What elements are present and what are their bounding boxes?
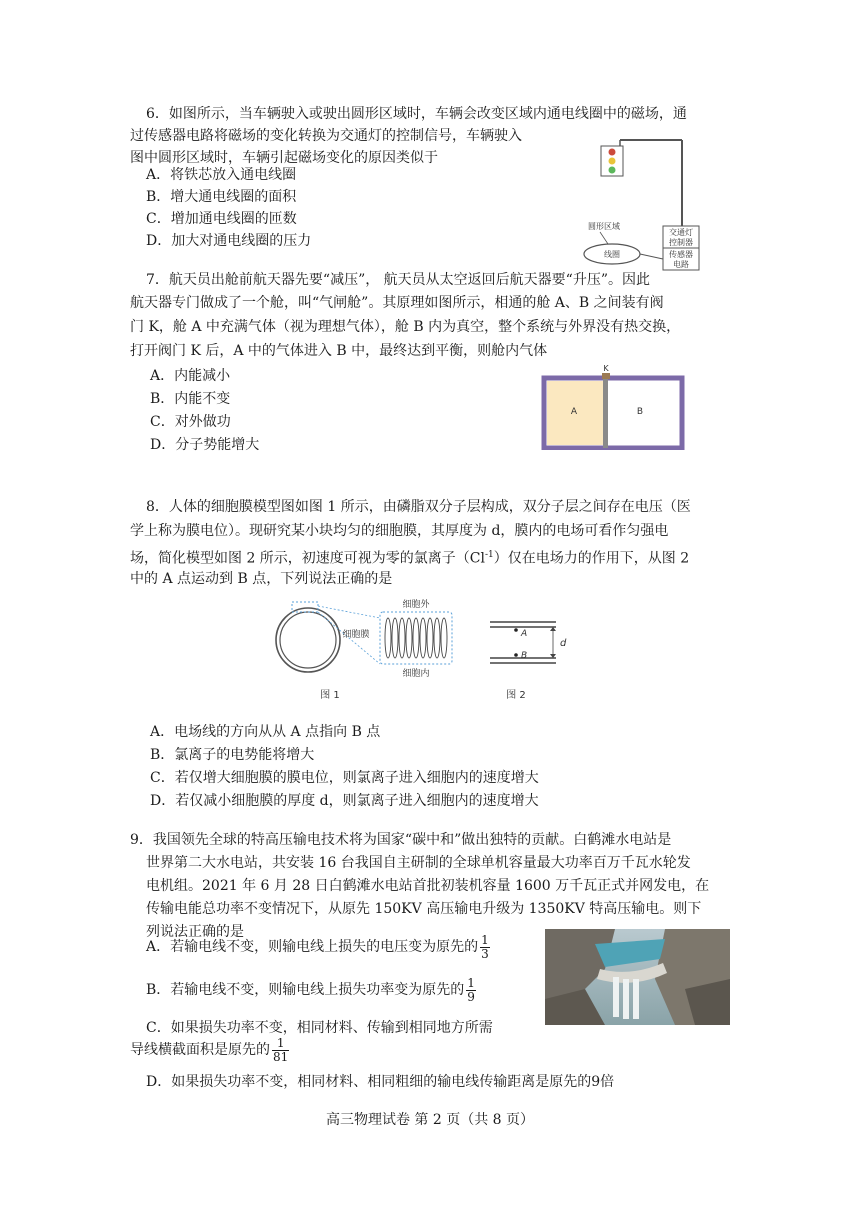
- region-label: 圆形区域: [588, 222, 620, 231]
- q8-text-line3: 场，简化模型如图 2 所示，初速度可视为零的氯离子$(Cl^{-1})$仅在电场力的作用下，从图 2: [130, 550, 690, 567]
- cell-inside-label: 细胞内: [402, 669, 430, 679]
- q9-option-d: D．如果损失功率不变，相同材料、相同粗细的输电线传输距离是原先的9倍: [146, 1074, 615, 1090]
- chamber-a-label: A: [570, 407, 578, 417]
- controller-label-2: 控制器: [669, 238, 693, 247]
- q9-text-line4: 传输电能总功率不变情况下，从原先 150KV 高压输电升级为 1350KV 特高压输电。则下: [146, 901, 702, 917]
- q7-option-b: B．内能不变: [150, 391, 231, 407]
- q6-text-line2: 过传感器电路将磁场的变化转换为交通灯的控制信号，车辆驶入: [130, 128, 522, 144]
- q9-text-line2: 世界第二大水电站，共安装 16 台我国自主研制的全球单机容量最大功率百万千瓦水轮发: [146, 855, 691, 871]
- figure1-caption: 图 1: [320, 690, 340, 701]
- traffic-light-green: [609, 167, 616, 174]
- dam-photo: [545, 929, 730, 1025]
- q8-option-a: A．电场线的方向从从 A 点指向 B 点: [150, 724, 381, 740]
- traffic-light-diagram: [560, 128, 740, 273]
- q9-text-line1: 9．我国领先全球的特高压输电技术将为国家“碳中和”做出独特的贡献。白鹤滩水电站是: [130, 832, 672, 848]
- q9-option-c-line2: 导线横截面积是原先的 $\frac{1}{81}$: [130, 1035, 289, 1064]
- q7-option-c: C．对外做功: [150, 414, 231, 430]
- valve-k-label: K: [603, 364, 609, 373]
- q6-option-b: B．增大通电线圈的面积: [146, 189, 297, 205]
- controller-label-1: 交通灯: [669, 228, 693, 237]
- q7-text-line4: 打开阀门 K 后，A 中的气体进入 B 中，最终达到平衡，则舱内气体: [130, 343, 548, 359]
- thickness-d-label: d: [560, 638, 567, 649]
- q9-text-line5: 列说法正确的是: [146, 924, 244, 940]
- q7-text-line1: 7．航天员出舱前航天器先要“减压”， 航天员从太空返回后航天器要“升压”。因此: [146, 272, 650, 288]
- page-footer: 高三物理试卷 第 2 页（共 8 页）: [325, 1112, 535, 1128]
- q8-text-line4: 中的 A 点运动到 B 点，下列说法正确的是: [130, 571, 393, 587]
- coil-label: 线圈: [604, 250, 620, 259]
- q8-option-d: D．若仅减小细胞膜的厚度 d，则氯离子进入细胞内的速度增大: [150, 793, 539, 809]
- cell-membrane-figure: [270, 598, 580, 704]
- q6-text-line3: 图中圆形区域时，车辆引起磁场变化的原因类似于: [130, 150, 438, 166]
- cell-outside-label: 细胞外: [402, 600, 430, 610]
- q7-option-a: A．内能减小: [150, 368, 231, 384]
- q9-text-line3: 电机组。2021 年 6 月 28 日白鹤滩水电站首批初装机容量 1600 万千瓦正式并网发电，在: [146, 878, 710, 894]
- airlock-diagram: [540, 364, 686, 450]
- q6-option-c: C．增加通电线圈的匝数: [146, 211, 297, 227]
- chamber-b-label: B: [636, 407, 644, 417]
- fraction-one-third: $\frac{1}{3}$: [481, 932, 489, 961]
- point-a-label: A: [521, 629, 528, 639]
- q9-option-b: B．若输电线不变，则输电线上损失功率变为原先的 $\frac{1}{9}$: [146, 975, 475, 1004]
- figure2-caption: 图 2: [506, 690, 526, 701]
- q6-option-d: D．加大对通电线圈的压力: [146, 233, 312, 249]
- traffic-light-yellow: [609, 158, 616, 165]
- q7-option-d: D．分子势能增大: [150, 437, 260, 453]
- q8-option-c: C．若仅增大细胞膜的膜电位，则氯离子进入细胞内的速度增大: [150, 770, 539, 786]
- q6-text-line1: 6．如图所示，当车辆驶入或驶出圆形区域时，车辆会改变区域内通电线圈中的磁场，通: [146, 106, 687, 122]
- q8-text-line2: 学上称为膜电位）。现研究某小块均匀的细胞膜，其厚度为 d，膜内的电场可看作匀强电: [130, 523, 669, 539]
- q8-text-line1: 8．人体的细胞膜模型图如图 1 所示，由磷脂双分子层构成，双分子层之间存在电压（医: [146, 499, 691, 515]
- fraction-one-eighty-first: $\frac{1}{81}$: [273, 1035, 289, 1064]
- q7-text-line2: 航天器专门做成了一个舱，叫“气闸舱”。其原理如图所示，相通的舱 A、B 之间装有阀: [130, 295, 664, 311]
- q8-option-b: B．氯离子的电势能将增大: [150, 747, 315, 763]
- point-b-label: B: [521, 651, 528, 661]
- sensor-label-2: 电路: [673, 260, 689, 269]
- q9-option-a: A．若输电线不变，则输电线上损失的电压变为原先的 $\frac{1}{3}$: [146, 932, 489, 961]
- q9-option-c-line1: C．如果损失功率不变，相同材料、传输到相同地方所需: [146, 1020, 493, 1036]
- sensor-label-1: 传感器: [669, 250, 693, 259]
- cell-membrane-label: 细胞膜: [342, 630, 370, 640]
- fraction-one-ninth: $\frac{1}{9}$: [467, 975, 475, 1004]
- q7-text-line3: 门 K，舱 A 中充满气体（视为理想气体），舱 B 内为真空，整个系统与外界没有热交换，: [130, 319, 681, 335]
- q6-option-a: A．将铁芯放入通电线圈: [146, 167, 297, 183]
- traffic-light-red: [609, 149, 616, 156]
